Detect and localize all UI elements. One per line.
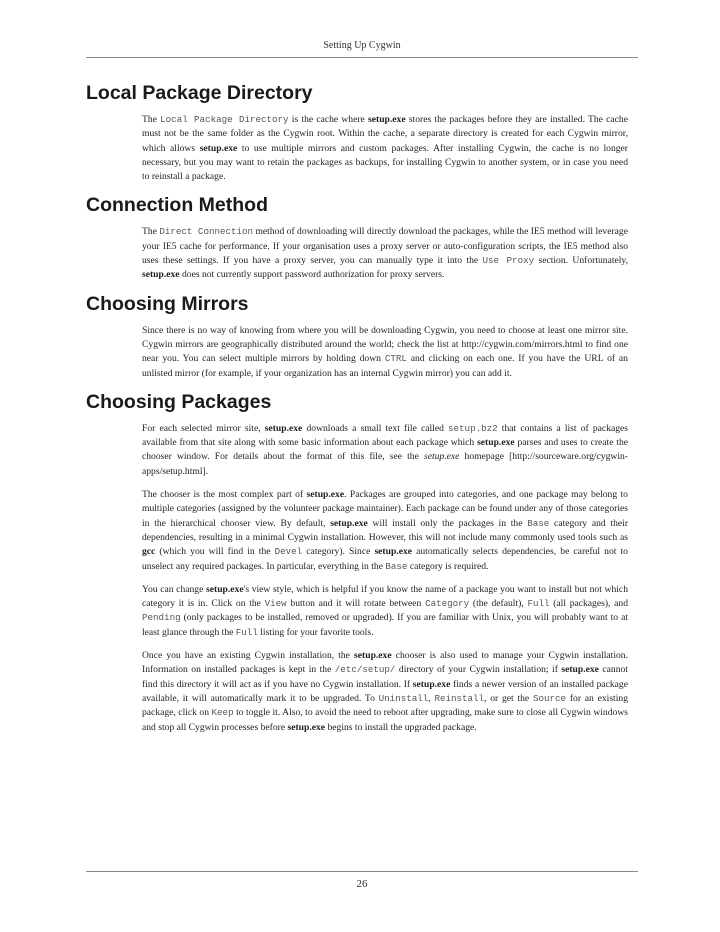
section-local-package-directory bbox=[86, 80, 638, 184]
ui-label: Direct Connection bbox=[159, 226, 254, 238]
paragraph: You can change setup.exe's view style, which is helpful if you know the name of a package you want to install but not which category it is in. Click on the View button and it will rotate between Category (the default), Full (all packages), and Pending (only packages to be installed, removed or upgraded). If you are familiar with Unix, you will probably want to at least glance through the Full listing for your favorite tools. bbox=[142, 583, 628, 638]
section-choosing-mirrors bbox=[86, 291, 638, 381]
command-name: setup.exe bbox=[477, 437, 515, 449]
directory-path: /etc/setup/ bbox=[334, 664, 396, 676]
file-name: setup.bz2 bbox=[448, 422, 498, 434]
ui-label: View bbox=[264, 598, 287, 610]
command-name: setup.exe bbox=[412, 678, 451, 690]
command-name: setup.exe bbox=[368, 114, 406, 125]
ui-label: Use Proxy bbox=[482, 255, 535, 267]
page-content bbox=[86, 80, 638, 743]
category-name: Devel bbox=[274, 546, 303, 558]
page-number: 26 bbox=[356, 878, 368, 890]
ui-label: Full bbox=[235, 626, 258, 638]
ui-label: Pending bbox=[142, 612, 181, 624]
key-label: CTRL bbox=[384, 353, 407, 365]
ui-label: Reinstall bbox=[434, 692, 485, 704]
paragraph: For each selected mirror site, setup.exe downloads a small text file called setup.bz2 that contains a list of packages available from that site along with some basic information about each package which setup.exe parses and uses to create the chooser window. For details about the format of this file, see the setup.exe homepage [http://sourceware.org/cygwin-apps/setup.html]. bbox=[142, 422, 628, 477]
command-name: setup.exe bbox=[561, 664, 599, 676]
command-name: setup.exe bbox=[199, 142, 238, 154]
command-name: setup.exe bbox=[206, 583, 244, 595]
section-connection-method bbox=[86, 192, 638, 282]
paragraph: Since there is no way of knowing from where you will be downloading Cygwin, you need to choose at least one mirror site. Cygwin mirrors are geographically distributed around the world; check the list at http://cygwin.com/mirrors.html to find one near you. You can select multiple mirrors by holding down CTRL and clicking on each one. If you have the URL of an unlisted mirror (for example, if your organization has an internal Cygwin mirror) you can add it. bbox=[142, 324, 628, 379]
command-name: setup.exe bbox=[306, 489, 345, 501]
category-name: Base bbox=[385, 560, 408, 572]
paragraph: The chooser is the most complex part of setup.exe. Packages are grouped into categories, and one package may belong to multiple categories (assigned by the volunteer package maintainer). Each package can be found under any of those categories in the hierarchical chooser view. By default, setup.exe will install only the packages in the Base category and their dependencies, resulting in a minimal Cygwin installation. However, this will not include many commonly used tools such as gcc (which you will find in the Devel category). Since setup.exe automatically selects dependencies, be careful not to unselect any required packages. In particular, everything in the Base category is required. bbox=[142, 489, 629, 572]
ui-label: Source bbox=[532, 692, 567, 704]
section-heading: Local Package Directory bbox=[86, 82, 313, 104]
ui-label: Local Package Directory bbox=[160, 114, 289, 125]
running-header: Setting Up Cygwin bbox=[323, 40, 401, 51]
command-name: setup.exe bbox=[423, 451, 460, 463]
section-heading: Choosing Packages bbox=[86, 390, 272, 413]
ui-label: Keep bbox=[211, 707, 234, 719]
command-name: setup.exe bbox=[330, 517, 368, 529]
command-name: gcc bbox=[142, 546, 156, 558]
command-name: setup.exe bbox=[264, 422, 303, 434]
ui-label: Uninstall bbox=[378, 692, 429, 704]
paragraph: Once you have an existing Cygwin installation, the setup.exe chooser is also used to manage your Cygwin installation. Information on installed packages is kept in the /etc/setup/ directory of your Cygwin installation; if setup.exe cannot find this directory it will act as if you have no Cygwin installation. If setup.exe finds a newer version of an installed package available, it will automatically mark it to be upgraded. To Uninstall, Reinstall, or get the Source for an existing package, click on Keep to toggle it. Also, to avoid the need to reboot after upgrading, make sure to close all Cygwin windows and stop all Cygwin processes before setup.exe begins to install the upgraded package. bbox=[142, 650, 629, 733]
ui-label: Category bbox=[425, 598, 470, 610]
command-name: setup.exe bbox=[287, 721, 326, 733]
command-name: setup.exe bbox=[374, 546, 413, 558]
ui-label: Full bbox=[527, 598, 550, 610]
header-rule bbox=[86, 57, 638, 58]
section-heading: Choosing Mirrors bbox=[86, 292, 249, 315]
section-choosing-packages bbox=[86, 389, 638, 735]
command-name: setup.exe bbox=[354, 650, 392, 662]
paragraph: The Direct Connection method of downloading will directly download the packages, while the IE5 method will leverage your IE5 cache for performance. If your organisation uses a proxy server or auto-configuration scripts, the IE5 method also uses these settings. If you have a proxy server, you can manually type it into the Use Proxy section. Unfortunately, setup.exe does not currently support password authorization for proxy servers. bbox=[142, 226, 629, 281]
section-heading: Connection Method bbox=[86, 194, 268, 217]
command-name: setup.exe bbox=[142, 269, 180, 281]
paragraph: The Local Package Directory is the cache where setup.exe stores the packages before they are installed. The cache must not be the same folder as the Cygwin root. Within the cache, a separate directory is created for each Cygwin mirror, which allows setup.exe to use multiple mirrors and custom packages. After installing Cygwin, the cache is no longer necessary, but you may want to retain the packages as backups, for installing Cygwin to another system, or in case you need to reinstall a package. bbox=[142, 114, 628, 183]
footer-rule bbox=[86, 871, 638, 872]
category-name: Base bbox=[527, 517, 550, 529]
